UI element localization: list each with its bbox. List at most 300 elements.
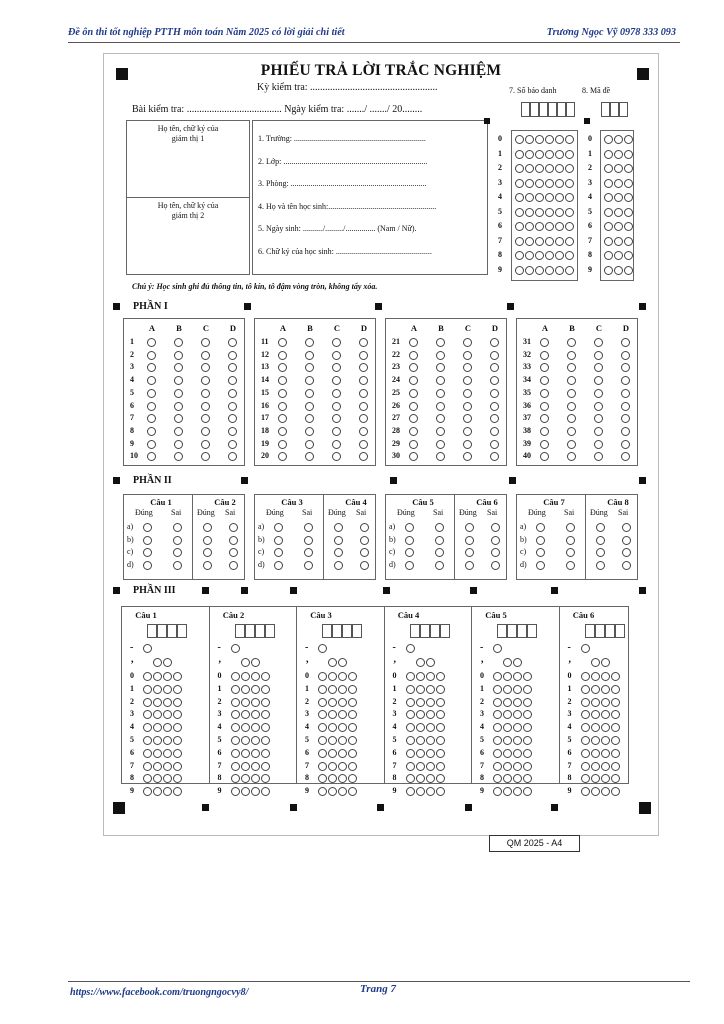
- digit-bubble[interactable]: [416, 710, 425, 719]
- digit-bubble[interactable]: [601, 710, 610, 719]
- answer-bubble-12-a[interactable]: [278, 351, 287, 360]
- sbd-bubble[interactable]: [555, 222, 564, 231]
- false-bubble[interactable]: [566, 561, 575, 570]
- digit-bubble[interactable]: [581, 723, 590, 732]
- minus-bubble[interactable]: [406, 644, 415, 653]
- answer-write-cell[interactable]: [497, 624, 507, 638]
- sbd-bubble[interactable]: [555, 251, 564, 260]
- code-bubble[interactable]: [614, 266, 623, 275]
- digit-bubble[interactable]: [426, 685, 435, 694]
- answer-bubble-18-a[interactable]: [278, 427, 287, 436]
- code-bubble[interactable]: [624, 208, 633, 217]
- answer-bubble-11-b[interactable]: [305, 338, 314, 347]
- comma-bubble[interactable]: [163, 658, 172, 667]
- digit-bubble[interactable]: [338, 685, 347, 694]
- digit-bubble[interactable]: [436, 698, 445, 707]
- answer-write-cell[interactable]: [245, 624, 255, 638]
- digit-bubble[interactable]: [348, 749, 357, 758]
- sbd-bubble[interactable]: [545, 237, 554, 246]
- digit-bubble[interactable]: [503, 685, 512, 694]
- digit-bubble[interactable]: [153, 749, 162, 758]
- answer-bubble-38-a[interactable]: [540, 427, 549, 436]
- digit-bubble[interactable]: [406, 749, 415, 758]
- digit-bubble[interactable]: [591, 774, 600, 783]
- sbd-bubble[interactable]: [515, 208, 524, 217]
- code-bubble[interactable]: [604, 237, 613, 246]
- sbd-bubble[interactable]: [565, 237, 574, 246]
- sbd-bubble[interactable]: [535, 179, 544, 188]
- digit-bubble[interactable]: [231, 749, 240, 758]
- digit-bubble[interactable]: [328, 787, 337, 796]
- digit-bubble[interactable]: [601, 749, 610, 758]
- true-bubble[interactable]: [274, 548, 283, 557]
- answer-bubble-21-a[interactable]: [409, 338, 418, 347]
- answer-bubble-21-c[interactable]: [463, 338, 472, 347]
- true-bubble[interactable]: [334, 536, 343, 545]
- digit-bubble[interactable]: [231, 774, 240, 783]
- digit-bubble[interactable]: [231, 672, 240, 681]
- sbd-bubble[interactable]: [535, 208, 544, 217]
- answer-bubble-8-d[interactable]: [228, 427, 237, 436]
- code-bubble[interactable]: [604, 179, 613, 188]
- answer-bubble-2-c[interactable]: [201, 351, 210, 360]
- code-bubble[interactable]: [624, 164, 633, 173]
- sbd-write-cell[interactable]: [521, 102, 530, 117]
- true-bubble[interactable]: [405, 523, 414, 532]
- digit-bubble[interactable]: [251, 685, 260, 694]
- digit-bubble[interactable]: [251, 774, 260, 783]
- code-bubble[interactable]: [614, 193, 623, 202]
- digit-bubble[interactable]: [143, 749, 152, 758]
- answer-bubble-22-d[interactable]: [490, 351, 499, 360]
- answer-bubble-32-a[interactable]: [540, 351, 549, 360]
- digit-bubble[interactable]: [581, 762, 590, 771]
- true-bubble[interactable]: [143, 536, 152, 545]
- answer-bubble-29-d[interactable]: [490, 440, 499, 449]
- digit-bubble[interactable]: [513, 736, 522, 745]
- true-bubble[interactable]: [143, 523, 152, 532]
- digit-bubble[interactable]: [406, 762, 415, 771]
- digit-bubble[interactable]: [173, 736, 182, 745]
- code-bubble[interactable]: [604, 135, 613, 144]
- true-bubble[interactable]: [536, 536, 545, 545]
- answer-write-cell[interactable]: [167, 624, 177, 638]
- answer-bubble-22-c[interactable]: [463, 351, 472, 360]
- true-bubble[interactable]: [334, 523, 343, 532]
- digit-bubble[interactable]: [611, 672, 620, 681]
- answer-bubble-36-b[interactable]: [567, 402, 576, 411]
- true-bubble[interactable]: [596, 548, 605, 557]
- answer-write-cell[interactable]: [342, 624, 352, 638]
- answer-bubble-25-d[interactable]: [490, 389, 499, 398]
- digit-bubble[interactable]: [436, 736, 445, 745]
- answer-bubble-28-b[interactable]: [436, 427, 445, 436]
- sbd-bubble[interactable]: [525, 251, 534, 260]
- digit-bubble[interactable]: [173, 787, 182, 796]
- digit-bubble[interactable]: [523, 685, 532, 694]
- false-bubble[interactable]: [229, 548, 238, 557]
- code-write-cell[interactable]: [619, 102, 628, 117]
- sbd-bubble[interactable]: [525, 150, 534, 159]
- digit-bubble[interactable]: [163, 685, 172, 694]
- digit-bubble[interactable]: [261, 723, 270, 732]
- sbd-bubble[interactable]: [525, 237, 534, 246]
- digit-bubble[interactable]: [581, 672, 590, 681]
- digit-bubble[interactable]: [318, 736, 327, 745]
- digit-bubble[interactable]: [348, 762, 357, 771]
- digit-bubble[interactable]: [241, 698, 250, 707]
- digit-bubble[interactable]: [143, 762, 152, 771]
- sbd-bubble[interactable]: [535, 193, 544, 202]
- sbd-bubble[interactable]: [545, 266, 554, 275]
- code-bubble[interactable]: [604, 266, 613, 275]
- digit-bubble[interactable]: [328, 672, 337, 681]
- sbd-bubble[interactable]: [545, 135, 554, 144]
- false-bubble[interactable]: [566, 548, 575, 557]
- answer-bubble-35-b[interactable]: [567, 389, 576, 398]
- digit-bubble[interactable]: [611, 787, 620, 796]
- code-bubble[interactable]: [624, 251, 633, 260]
- code-bubble[interactable]: [624, 150, 633, 159]
- answer-bubble-1-c[interactable]: [201, 338, 210, 347]
- true-bubble[interactable]: [274, 536, 283, 545]
- digit-bubble[interactable]: [513, 749, 522, 758]
- digit-bubble[interactable]: [261, 749, 270, 758]
- digit-bubble[interactable]: [493, 787, 502, 796]
- answer-bubble-29-a[interactable]: [409, 440, 418, 449]
- answer-bubble-31-a[interactable]: [540, 338, 549, 347]
- answer-write-cell[interactable]: [322, 624, 332, 638]
- sbd-bubble[interactable]: [555, 150, 564, 159]
- answer-bubble-5-a[interactable]: [147, 389, 156, 398]
- sbd-bubble[interactable]: [555, 179, 564, 188]
- answer-write-cell[interactable]: [352, 624, 362, 638]
- answer-bubble-8-b[interactable]: [174, 427, 183, 436]
- answer-bubble-11-a[interactable]: [278, 338, 287, 347]
- digit-bubble[interactable]: [523, 749, 532, 758]
- digit-bubble[interactable]: [163, 787, 172, 796]
- code-write-cell[interactable]: [601, 102, 610, 117]
- digit-bubble[interactable]: [591, 762, 600, 771]
- answer-bubble-16-c[interactable]: [332, 402, 341, 411]
- digit-bubble[interactable]: [338, 762, 347, 771]
- sbd-bubble[interactable]: [515, 150, 524, 159]
- answer-bubble-8-a[interactable]: [147, 427, 156, 436]
- digit-bubble[interactable]: [581, 685, 590, 694]
- digit-bubble[interactable]: [261, 736, 270, 745]
- sbd-bubble[interactable]: [535, 237, 544, 246]
- digit-bubble[interactable]: [513, 787, 522, 796]
- digit-bubble[interactable]: [143, 685, 152, 694]
- sbd-write-cell[interactable]: [557, 102, 566, 117]
- answer-write-cell[interactable]: [585, 624, 595, 638]
- digit-bubble[interactable]: [328, 762, 337, 771]
- digit-bubble[interactable]: [581, 749, 590, 758]
- sbd-bubble[interactable]: [555, 237, 564, 246]
- answer-bubble-39-b[interactable]: [567, 440, 576, 449]
- digit-bubble[interactable]: [251, 736, 260, 745]
- answer-write-cell[interactable]: [440, 624, 450, 638]
- sbd-bubble[interactable]: [545, 179, 554, 188]
- answer-bubble-21-d[interactable]: [490, 338, 499, 347]
- digit-bubble[interactable]: [436, 710, 445, 719]
- sbd-bubble[interactable]: [565, 222, 574, 231]
- digit-bubble[interactable]: [328, 685, 337, 694]
- code-bubble[interactable]: [604, 150, 613, 159]
- sbd-bubble[interactable]: [555, 208, 564, 217]
- answer-write-cell[interactable]: [410, 624, 420, 638]
- answer-bubble-35-a[interactable]: [540, 389, 549, 398]
- digit-bubble[interactable]: [241, 749, 250, 758]
- sbd-bubble[interactable]: [525, 135, 534, 144]
- answer-bubble-9-d[interactable]: [228, 440, 237, 449]
- answer-bubble-2-a[interactable]: [147, 351, 156, 360]
- sbd-bubble[interactable]: [535, 251, 544, 260]
- code-bubble[interactable]: [624, 135, 633, 144]
- code-bubble[interactable]: [614, 135, 623, 144]
- digit-bubble[interactable]: [611, 762, 620, 771]
- true-bubble[interactable]: [274, 523, 283, 532]
- code-write-cell[interactable]: [610, 102, 619, 117]
- comma-bubble[interactable]: [338, 658, 347, 667]
- digit-bubble[interactable]: [318, 787, 327, 796]
- digit-bubble[interactable]: [426, 736, 435, 745]
- digit-bubble[interactable]: [261, 762, 270, 771]
- digit-bubble[interactable]: [338, 749, 347, 758]
- false-bubble[interactable]: [173, 561, 182, 570]
- answer-bubble-29-c[interactable]: [463, 440, 472, 449]
- digit-bubble[interactable]: [241, 762, 250, 771]
- minus-bubble[interactable]: [143, 644, 152, 653]
- digit-bubble[interactable]: [513, 762, 522, 771]
- answer-bubble-12-c[interactable]: [332, 351, 341, 360]
- false-bubble[interactable]: [435, 523, 444, 532]
- comma-bubble[interactable]: [251, 658, 260, 667]
- answer-bubble-15-b[interactable]: [305, 389, 314, 398]
- digit-bubble[interactable]: [611, 698, 620, 707]
- answer-bubble-9-b[interactable]: [174, 440, 183, 449]
- digit-bubble[interactable]: [406, 685, 415, 694]
- sbd-bubble[interactable]: [515, 193, 524, 202]
- digit-bubble[interactable]: [601, 774, 610, 783]
- digit-bubble[interactable]: [318, 762, 327, 771]
- digit-bubble[interactable]: [611, 774, 620, 783]
- answer-bubble-5-b[interactable]: [174, 389, 183, 398]
- digit-bubble[interactable]: [143, 736, 152, 745]
- false-bubble[interactable]: [360, 548, 369, 557]
- code-bubble[interactable]: [604, 164, 613, 173]
- code-bubble[interactable]: [614, 150, 623, 159]
- answer-write-cell[interactable]: [420, 624, 430, 638]
- sbd-bubble[interactable]: [535, 164, 544, 173]
- digit-bubble[interactable]: [153, 762, 162, 771]
- answer-bubble-26-b[interactable]: [436, 402, 445, 411]
- digit-bubble[interactable]: [523, 787, 532, 796]
- digit-bubble[interactable]: [143, 787, 152, 796]
- answer-bubble-12-b[interactable]: [305, 351, 314, 360]
- answer-write-cell[interactable]: [265, 624, 275, 638]
- sbd-bubble[interactable]: [525, 164, 534, 173]
- sbd-bubble[interactable]: [565, 208, 574, 217]
- digit-bubble[interactable]: [601, 723, 610, 732]
- sbd-bubble[interactable]: [525, 266, 534, 275]
- answer-bubble-21-b[interactable]: [436, 338, 445, 347]
- digit-bubble[interactable]: [601, 736, 610, 745]
- sbd-bubble[interactable]: [545, 251, 554, 260]
- digit-bubble[interactable]: [153, 698, 162, 707]
- answer-bubble-8-c[interactable]: [201, 427, 210, 436]
- answer-bubble-6-a[interactable]: [147, 402, 156, 411]
- digit-bubble[interactable]: [601, 698, 610, 707]
- digit-bubble[interactable]: [591, 698, 600, 707]
- true-bubble[interactable]: [203, 523, 212, 532]
- digit-bubble[interactable]: [436, 723, 445, 732]
- digit-bubble[interactable]: [241, 723, 250, 732]
- digit-bubble[interactable]: [591, 749, 600, 758]
- digit-bubble[interactable]: [348, 787, 357, 796]
- digit-bubble[interactable]: [581, 736, 590, 745]
- answer-bubble-31-b[interactable]: [567, 338, 576, 347]
- answer-bubble-22-b[interactable]: [436, 351, 445, 360]
- true-bubble[interactable]: [465, 536, 474, 545]
- digit-bubble[interactable]: [581, 774, 590, 783]
- digit-bubble[interactable]: [231, 762, 240, 771]
- code-bubble[interactable]: [604, 251, 613, 260]
- false-bubble[interactable]: [360, 523, 369, 532]
- false-bubble[interactable]: [491, 561, 500, 570]
- false-bubble[interactable]: [229, 523, 238, 532]
- digit-bubble[interactable]: [231, 736, 240, 745]
- false-bubble[interactable]: [435, 548, 444, 557]
- digit-bubble[interactable]: [581, 698, 590, 707]
- digit-bubble[interactable]: [503, 672, 512, 681]
- false-bubble[interactable]: [566, 536, 575, 545]
- code-bubble[interactable]: [604, 222, 613, 231]
- sbd-bubble[interactable]: [515, 266, 524, 275]
- digit-bubble[interactable]: [426, 710, 435, 719]
- digit-bubble[interactable]: [251, 723, 260, 732]
- digit-bubble[interactable]: [153, 787, 162, 796]
- sbd-bubble[interactable]: [565, 150, 574, 159]
- answer-write-cell[interactable]: [527, 624, 537, 638]
- sbd-bubble[interactable]: [535, 135, 544, 144]
- minus-bubble[interactable]: [581, 644, 590, 653]
- answer-bubble-36-d[interactable]: [621, 402, 630, 411]
- digit-bubble[interactable]: [591, 685, 600, 694]
- false-bubble[interactable]: [304, 561, 313, 570]
- answer-bubble-26-d[interactable]: [490, 402, 499, 411]
- code-bubble[interactable]: [614, 179, 623, 188]
- digit-bubble[interactable]: [601, 672, 610, 681]
- false-bubble[interactable]: [173, 548, 182, 557]
- digit-bubble[interactable]: [348, 685, 357, 694]
- answer-bubble-19-d[interactable]: [359, 440, 368, 449]
- answer-bubble-22-a[interactable]: [409, 351, 418, 360]
- digit-bubble[interactable]: [426, 774, 435, 783]
- false-bubble[interactable]: [435, 561, 444, 570]
- digit-bubble[interactable]: [591, 723, 600, 732]
- sbd-bubble[interactable]: [535, 266, 544, 275]
- sbd-bubble[interactable]: [555, 164, 564, 173]
- true-bubble[interactable]: [203, 561, 212, 570]
- true-bubble[interactable]: [274, 561, 283, 570]
- digit-bubble[interactable]: [406, 710, 415, 719]
- digit-bubble[interactable]: [348, 672, 357, 681]
- true-bubble[interactable]: [203, 548, 212, 557]
- answer-write-cell[interactable]: [177, 624, 187, 638]
- sbd-bubble[interactable]: [565, 193, 574, 202]
- true-bubble[interactable]: [536, 548, 545, 557]
- answer-write-cell[interactable]: [595, 624, 605, 638]
- code-bubble[interactable]: [614, 164, 623, 173]
- answer-bubble-15-c[interactable]: [332, 389, 341, 398]
- answer-bubble-28-c[interactable]: [463, 427, 472, 436]
- digit-bubble[interactable]: [318, 749, 327, 758]
- true-bubble[interactable]: [405, 548, 414, 557]
- digit-bubble[interactable]: [406, 698, 415, 707]
- answer-bubble-1-d[interactable]: [228, 338, 237, 347]
- digit-bubble[interactable]: [503, 762, 512, 771]
- answer-bubble-26-a[interactable]: [409, 402, 418, 411]
- digit-bubble[interactable]: [261, 698, 270, 707]
- digit-bubble[interactable]: [163, 672, 172, 681]
- answer-bubble-39-c[interactable]: [594, 440, 603, 449]
- minus-bubble[interactable]: [493, 644, 502, 653]
- sbd-bubble[interactable]: [565, 179, 574, 188]
- digit-bubble[interactable]: [348, 736, 357, 745]
- true-bubble[interactable]: [596, 536, 605, 545]
- digit-bubble[interactable]: [436, 749, 445, 758]
- sbd-bubble[interactable]: [515, 237, 524, 246]
- answer-bubble-9-c[interactable]: [201, 440, 210, 449]
- false-bubble[interactable]: [622, 523, 631, 532]
- digit-bubble[interactable]: [261, 672, 270, 681]
- answer-bubble-6-c[interactable]: [201, 402, 210, 411]
- sbd-bubble[interactable]: [555, 266, 564, 275]
- sbd-bubble[interactable]: [545, 150, 554, 159]
- answer-bubble-12-d[interactable]: [359, 351, 368, 360]
- answer-bubble-18-c[interactable]: [332, 427, 341, 436]
- answer-bubble-35-d[interactable]: [621, 389, 630, 398]
- answer-bubble-39-d[interactable]: [621, 440, 630, 449]
- sbd-bubble[interactable]: [545, 164, 554, 173]
- digit-bubble[interactable]: [426, 749, 435, 758]
- digit-bubble[interactable]: [436, 787, 445, 796]
- answer-bubble-32-d[interactable]: [621, 351, 630, 360]
- digit-bubble[interactable]: [231, 685, 240, 694]
- comma-bubble[interactable]: [416, 658, 425, 667]
- sbd-write-cell[interactable]: [539, 102, 548, 117]
- digit-bubble[interactable]: [493, 698, 502, 707]
- answer-bubble-6-b[interactable]: [174, 402, 183, 411]
- false-bubble[interactable]: [491, 548, 500, 557]
- answer-bubble-38-b[interactable]: [567, 427, 576, 436]
- digit-bubble[interactable]: [348, 698, 357, 707]
- answer-bubble-32-c[interactable]: [594, 351, 603, 360]
- false-bubble[interactable]: [304, 523, 313, 532]
- comma-bubble[interactable]: [153, 658, 162, 667]
- digit-bubble[interactable]: [261, 685, 270, 694]
- digit-bubble[interactable]: [493, 749, 502, 758]
- answer-bubble-6-d[interactable]: [228, 402, 237, 411]
- answer-bubble-19-a[interactable]: [278, 440, 287, 449]
- digit-bubble[interactable]: [251, 787, 260, 796]
- digit-bubble[interactable]: [523, 698, 532, 707]
- digit-bubble[interactable]: [416, 698, 425, 707]
- answer-bubble-5-d[interactable]: [228, 389, 237, 398]
- sbd-write-cell[interactable]: [566, 102, 575, 117]
- digit-bubble[interactable]: [493, 736, 502, 745]
